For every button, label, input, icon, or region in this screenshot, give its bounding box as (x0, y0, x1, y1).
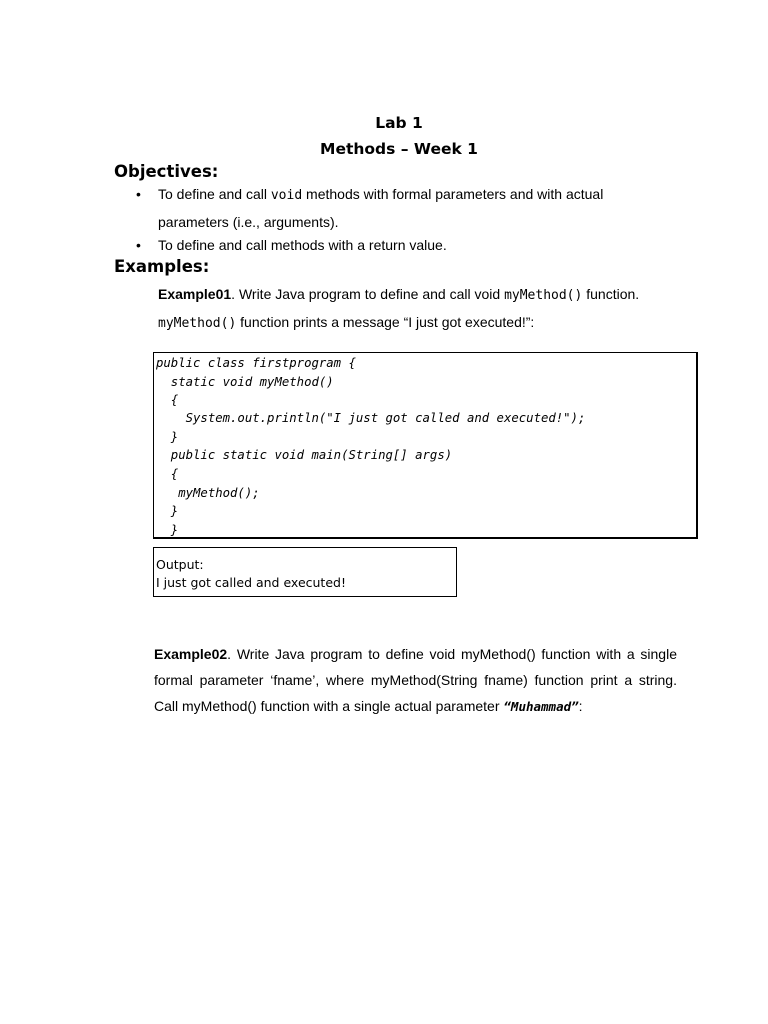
code-line: System.out.println("I just got called and executed!"); (156, 411, 586, 425)
objective-item (136, 181, 658, 235)
example01-description (158, 281, 678, 337)
document-title: Lab 1 (375, 114, 423, 132)
code-line: static void myMethod() (156, 374, 334, 389)
objective-text: To define and call methods with a return value. (158, 237, 447, 253)
example02-text: . Write Java program to define void myMethod() function with a single formal parameter ‘fname’, where myMethod(String fname) function print a string. Call myMethod() function with a single actual parameter (154, 646, 677, 714)
objectives-heading: Objectives: (114, 162, 219, 181)
document-subtitle: Methods – Week 1 (320, 140, 478, 158)
example02-label: Example02 (154, 646, 228, 662)
code-line: } (156, 504, 179, 518)
code-line: } (156, 523, 179, 537)
objective-text: methods with formal parameters and with actual parameters (i.e., arguments). (158, 186, 604, 230)
bullet-icon: • (136, 186, 141, 202)
example01-code: myMethod() (158, 316, 237, 331)
code-line: public static void main(String[] args) (156, 448, 453, 462)
output-box (153, 547, 457, 597)
bullet-icon: • (136, 237, 141, 253)
example01-text: function prints a message “I just got executed!”: (236, 314, 535, 330)
examples-heading: Examples: (114, 257, 210, 276)
code-line: public class firstprogram { (156, 356, 356, 370)
objective-item (136, 232, 658, 258)
example01-code: myMethod() (504, 288, 583, 303)
code-block (153, 352, 698, 539)
code-line: myMethod(); (156, 486, 260, 500)
code-line: { (156, 393, 179, 407)
code-line: } (156, 429, 179, 444)
example01-text: function. (582, 286, 640, 302)
objective-text: To define and call (158, 186, 271, 202)
example02-description (154, 641, 677, 720)
objective-code: void (270, 188, 303, 203)
example01-text: . Write Java program to define and call void (231, 286, 505, 302)
code-line: { (156, 467, 179, 481)
output-value: I just got called and executed! (156, 575, 346, 590)
example02-argument: “Muhammad” (503, 699, 579, 714)
output-label: Output: (156, 557, 204, 572)
example02-text: : (578, 698, 583, 714)
example01-label: Example01 (158, 286, 232, 302)
